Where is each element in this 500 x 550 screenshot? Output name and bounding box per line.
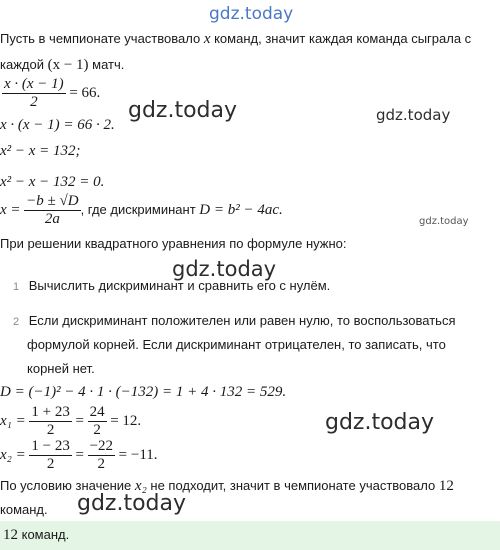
conclusion-text: не подходит, значит в чемпионате участвовало (146, 478, 439, 493)
quadratic-formula (0, 193, 283, 228)
fraction (2, 76, 66, 111)
list-number: 1 (13, 281, 20, 293)
list-text: Вычислить дискриминант и сравнить его с нулём. (28, 278, 331, 293)
denominator: 2 (46, 422, 55, 438)
watermark: gdz.today (77, 491, 187, 516)
equation-1 (2, 76, 100, 111)
numerator: 1 − 23 (31, 438, 70, 454)
rhs: = 66. (69, 84, 101, 101)
answer-box (0, 521, 500, 550)
equation-2: x · (x − 1) = 66 · 2. (0, 117, 115, 133)
intro-text: Пусть в чемпионате участвовало (0, 31, 204, 46)
list-text: Если дискриминант положителен или равен нулю, то воспользоваться (28, 313, 456, 328)
root-x1 (0, 404, 141, 439)
formula-lhs: x = (0, 201, 21, 218)
denominator: 2a (44, 211, 60, 227)
rhs: = −11. (118, 446, 158, 463)
root-lhs: x₂ = (0, 446, 26, 463)
fraction (29, 404, 71, 439)
variable-x2: x₂ (134, 478, 147, 494)
watermark: gdz.today (128, 98, 238, 123)
answer-label: команд. (18, 527, 70, 542)
root-lhs: x₁ = (0, 412, 26, 429)
list-item (13, 313, 456, 328)
discriminant-calc: D = (−1)² − 4 · 1 · (−132) = 1 + 4 · 132 = 529. (0, 384, 287, 400)
denominator: 2 (30, 94, 38, 110)
watermark-top: gdz.today (209, 4, 294, 24)
numerator: 1 + 23 (31, 404, 70, 420)
equals: = (75, 446, 84, 463)
expression: (x − 1) (47, 57, 89, 73)
intro-line-1 (0, 31, 471, 48)
formula-text: , где дискриминант (80, 201, 200, 217)
conclusion-text: По условию значение (0, 478, 135, 493)
numerator: −22 (89, 438, 114, 454)
intro-text: каждой (0, 57, 48, 72)
team-count: 12 (438, 478, 454, 494)
intro-text: команд, значит каждая команда сыграла с (210, 31, 472, 46)
rule-intro: При решении квадратного уравнения по формуле нужно: (0, 236, 347, 251)
denominator: 2 (93, 422, 101, 438)
conclusion-line-1 (0, 478, 454, 495)
watermark: gdz.today (376, 106, 451, 124)
numerator: x · (x − 1) (4, 76, 64, 92)
answer-text (3, 527, 69, 544)
equals: = (75, 412, 84, 429)
rhs: = 12. (110, 412, 142, 429)
conclusion-line-2: команд. (0, 502, 48, 517)
fraction (88, 438, 115, 473)
denominator: 2 (46, 456, 55, 472)
fraction (24, 193, 80, 228)
list-number: 2 (13, 316, 20, 328)
list-item (13, 278, 330, 293)
equation-4: x² − x − 132 = 0. (0, 174, 105, 190)
numerator: 24 (89, 404, 105, 420)
fraction (29, 438, 71, 473)
watermark: gdz.today (419, 216, 469, 227)
list-text: корней нет. (27, 361, 95, 376)
watermark: gdz.today (325, 410, 435, 435)
root-x2 (0, 438, 158, 473)
intro-text: матч. (88, 57, 125, 72)
variable-x: x (203, 31, 211, 47)
intro-line-2 (0, 57, 124, 74)
watermark: gdz.today (172, 257, 277, 281)
discriminant-formula: D = b² − 4ac. (199, 201, 283, 218)
answer-number: 12 (3, 527, 18, 543)
numerator: −b ± √D (26, 193, 79, 209)
list-text: формулой корней. Если дискриминант отрицателен, то записать, что (27, 337, 446, 352)
equation-3: x² − x = 132; (0, 143, 81, 159)
denominator: 2 (97, 456, 106, 472)
fraction (88, 404, 107, 439)
